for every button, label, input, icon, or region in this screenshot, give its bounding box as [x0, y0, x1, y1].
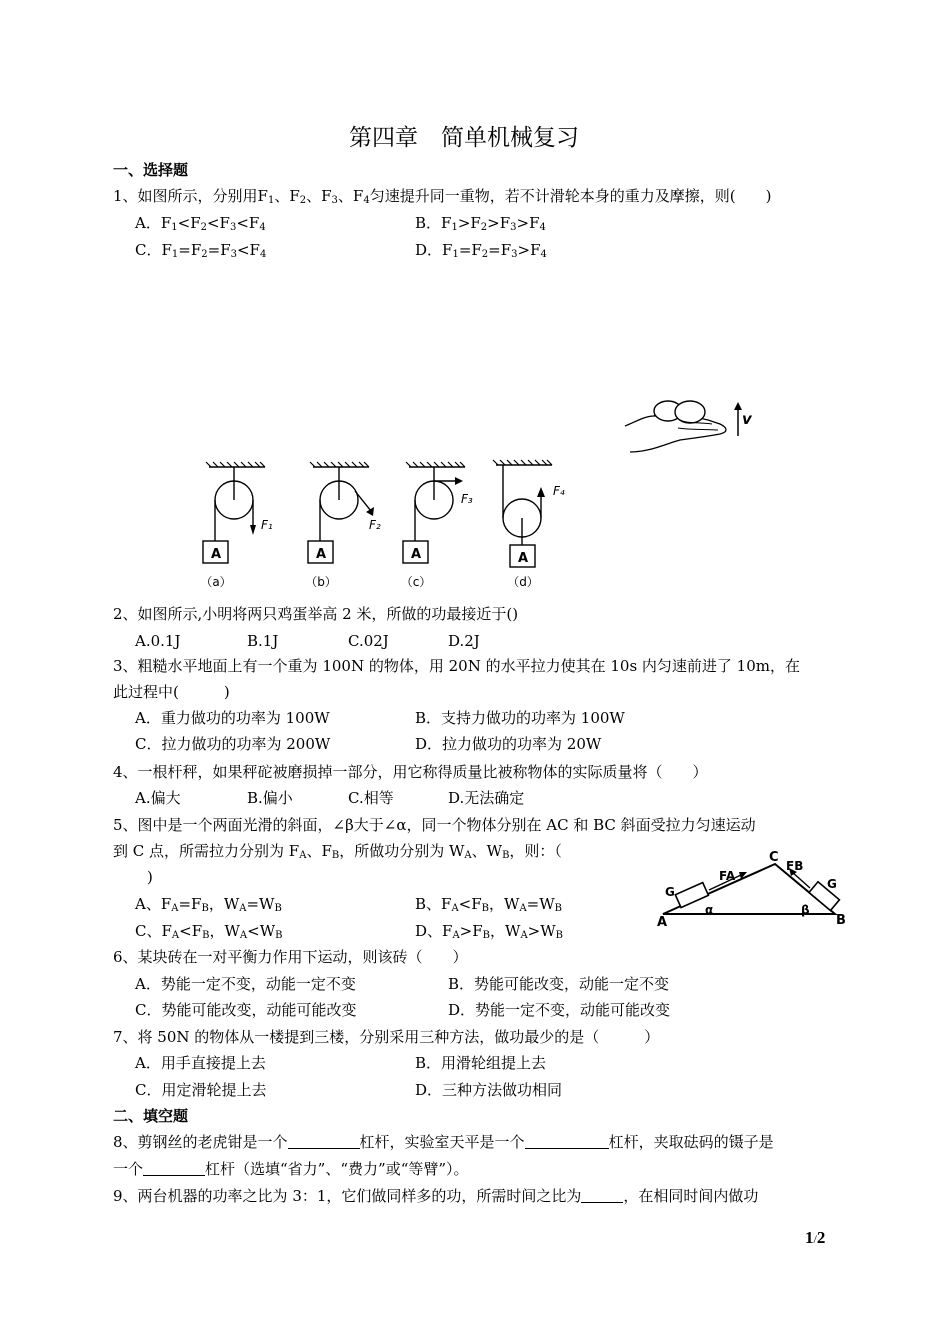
- question-6-option-d: D．势能一定不变，动能可能改变: [448, 1001, 671, 1019]
- question-1-option-a: A．$F_1<F_2<F_3<F_4$: [135, 214, 266, 233]
- question-3-stem-line1: 3、粗糙水平地面上有一个重为 100N 的物体，用 20N 的水平拉力使其在 10s 内匀速前进了 10m，在: [113, 657, 800, 675]
- question-3-option-b: B．支持力做功的功率为 100W: [415, 709, 625, 727]
- question-2-option-c: C.02J: [348, 632, 389, 650]
- force-label-fb: FB: [786, 859, 804, 873]
- page-number: 1/2: [805, 1228, 826, 1247]
- question-1-option-d: D．$F_1=F_2=F_3>F_4$: [415, 241, 547, 260]
- block-label-a: A: [210, 547, 222, 562]
- question-4-option-b: B.偏小: [247, 789, 293, 807]
- velocity-label: v: [742, 410, 752, 428]
- force-label-f1: F₁: [261, 518, 273, 532]
- question-2-option-a: A.0.1J: [135, 632, 181, 650]
- question-2-stem: 2、如图所示,小明将两只鸡蛋举高 2 米，所做的功最接近于(): [113, 605, 519, 623]
- vertex-c: C: [769, 850, 779, 865]
- question-5-option-c: C、$F_A<F_B$，$W_A<W_B$: [135, 922, 283, 941]
- egg-in-hand-figure: [620, 394, 760, 456]
- vertex-a: A: [657, 915, 668, 930]
- pulley-figure: [185, 455, 585, 595]
- question-4-option-c: C.相等: [348, 789, 394, 807]
- page-title: 第四章 简单机械复习: [349, 125, 579, 151]
- question-5-stem-line1: 5、图中是一个两面光滑的斜面，∠β大于∠α，同一个物体分别在 AC 和 BC 斜面受拉力匀速运动: [113, 816, 756, 834]
- question-3-option-a: A．重力做功的功率为 100W: [135, 709, 330, 727]
- incline-figure: [655, 848, 850, 930]
- weight-label-right: G: [827, 877, 837, 891]
- force-label-fa: FA: [719, 869, 736, 883]
- question-1-option-c: C．$F_1=F_2=F_3<F_4$: [135, 241, 267, 260]
- caption-b: （b）: [305, 575, 337, 589]
- question-9-line1: 9、两台机器的功率之比为 3：1，它们做同样多的功，所需时间之比为 ，在相同时间内做功: [113, 1187, 759, 1205]
- angle-alpha: α: [705, 903, 714, 917]
- block-label-c: A: [410, 547, 422, 562]
- caption-a: （a）: [200, 575, 232, 589]
- question-5-option-b: B、$F_A<F_B$，$W_A=W_B$: [415, 895, 563, 914]
- question-3-option-d: D．拉力做功的功率为 20W: [415, 735, 602, 753]
- question-3-option-c: C．拉力做功的功率为 200W: [135, 735, 331, 753]
- force-label-f4: F₄: [553, 484, 565, 498]
- question-7-option-b: B．用滑轮组提上去: [415, 1054, 547, 1072]
- answer-blank[interactable]: [288, 1134, 360, 1149]
- question-4-stem: 4、一根杆秤，如果秤砣被磨损掉一部分，用它称得质量比被称物体的实际质量将（ ）: [113, 763, 708, 781]
- weight-label-left: G: [665, 885, 675, 899]
- answer-blank[interactable]: [581, 1188, 623, 1203]
- question-5-option-a: A、$F_A=F_B$，$W_A=W_B$: [135, 895, 282, 914]
- question-6-option-a: A．势能一定不变，动能一定不变: [135, 975, 356, 993]
- section-heading-fill: 二、填空题: [113, 1107, 189, 1125]
- block-label-d: A: [517, 551, 529, 566]
- caption-c: （c）: [400, 575, 432, 589]
- question-8-line1: 8、剪钢丝的老虎钳是一个 杠杆，实验室天平是一个 杠杆，夹取砝码的镊子是: [113, 1133, 774, 1151]
- question-6-option-c: C．势能可能改变，动能可能改变: [135, 1001, 357, 1019]
- answer-blank[interactable]: [143, 1161, 205, 1176]
- question-7-option-d: D．三种方法做功相同: [415, 1081, 563, 1099]
- question-5-stem-line2: 到 C 点，所需拉力分别为 $F_A$、$F_B$，所做功分别为 $W_A$、$W_B$，则：（: [113, 842, 562, 861]
- angle-beta: β: [801, 903, 810, 917]
- question-7-stem: 7、将 50N 的物体从一楼提到三楼，分别采用三种方法，做功最少的是（ ）: [113, 1028, 660, 1046]
- question-6-option-b: B．势能可能改变，动能一定不变: [448, 975, 670, 993]
- question-2-option-d: D.2J: [448, 632, 480, 650]
- question-3-stem-line2: 此过程中( ): [113, 683, 230, 701]
- caption-d: （d）: [507, 575, 539, 589]
- question-1-option-b: B．$F_1>F_2>F_3>F_4$: [415, 214, 546, 233]
- question-7-option-c: C．用定滑轮提上去: [135, 1081, 267, 1099]
- question-5-option-d: D、$F_A>F_B$，$W_A>W_B$: [415, 922, 564, 941]
- force-label-f2: F₂: [369, 518, 381, 532]
- question-7-option-a: A．用手直接提上去: [135, 1054, 266, 1072]
- question-8-line2: 一个 杠杆（选填“省力”、“费力”或“等臂”）。: [113, 1160, 469, 1178]
- section-heading-choice: 一、选择题: [113, 161, 189, 179]
- answer-blank[interactable]: [525, 1134, 609, 1149]
- vertex-b: B: [836, 913, 846, 928]
- question-2-option-b: B.1J: [247, 632, 279, 650]
- question-4-option-a: A.偏大: [135, 789, 181, 807]
- question-5-stem-line3: ): [147, 868, 153, 886]
- question-1-stem: 1、如图所示，分别用$F_1$、$F_2$、$F_3$、$F_4$匀速提升同一重物，若不计滑轮本身的重力及摩擦，则( ): [113, 187, 772, 206]
- force-label-f3: F₃: [461, 492, 473, 506]
- block-label-b: A: [315, 547, 327, 562]
- question-4-option-d: D.无法确定: [448, 789, 525, 807]
- question-6-stem: 6、某块砖在一对平衡力作用下运动，则该砖（ ）: [113, 948, 468, 966]
